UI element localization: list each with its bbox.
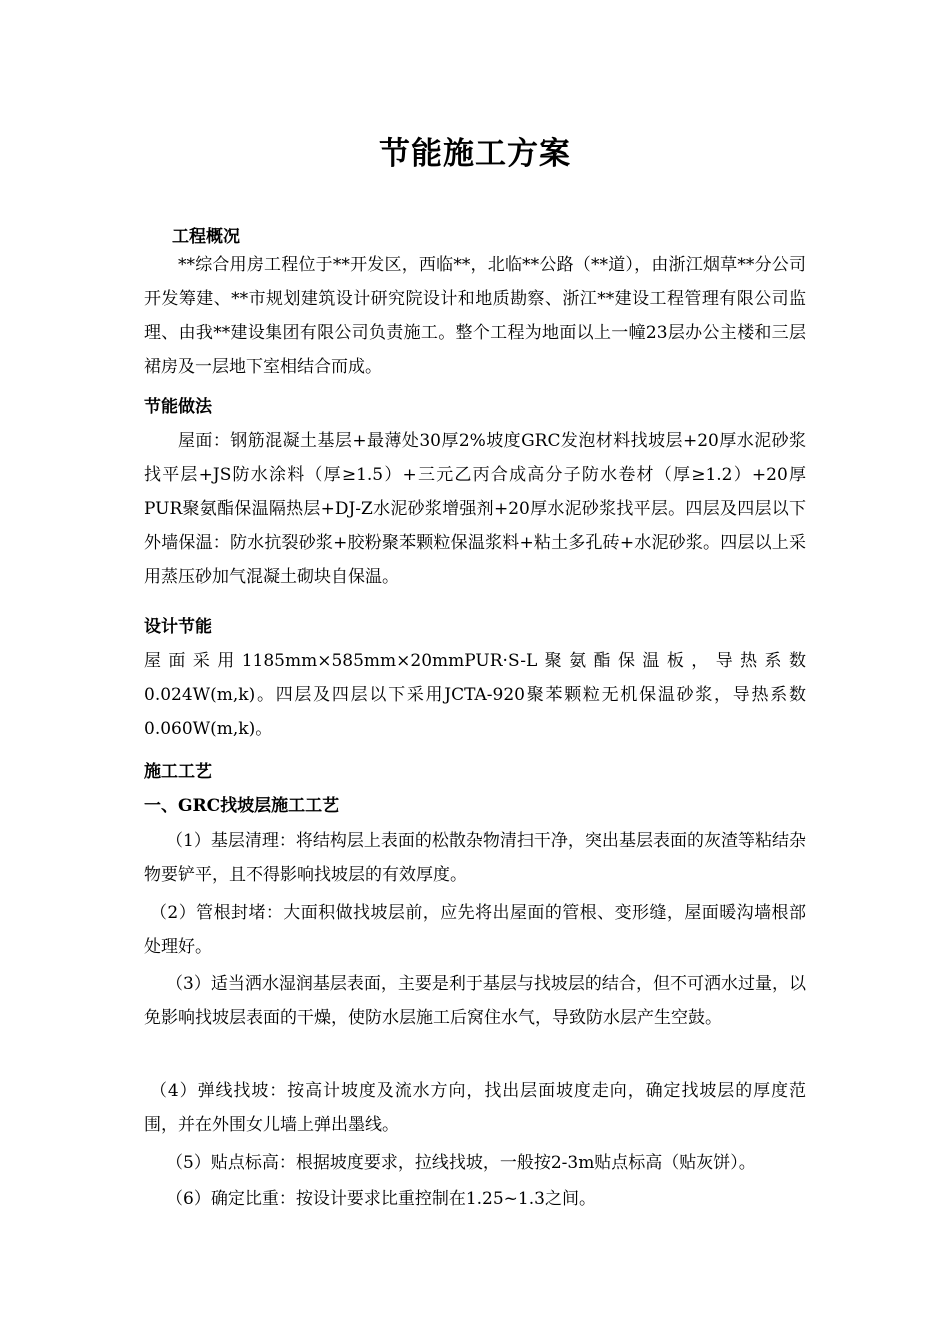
method-text: 屋面：钢筋混凝土基层+最薄处30厚2%坡度GRC发泡材料找坡层+20厚水泥砂浆找平层+JS防水涂料（厚≥1.5）+三元乙丙合成高分子防水卷材（厚≥1.2）+20厚PUR聚氨酯保温隔热层+DJ-Z水泥砂浆增强剂+20厚水泥砂浆找平层。四层及四层以下外墙保温：防水抗裂砂浆+胶粉聚苯颗粒保温浆料+粘土多孔砖+水泥砂浆。四层以上采用蒸压砂加气混凝土砌块自保温。 [144,431,806,587]
process-heading: 施工工艺 [144,762,212,782]
process-step-text: （4）弹线找坡：按高计坡度及流水方向，找出层面坡度走向，确定找坡层的厚度范围，并在外围女儿墙上弹出墨线。 [144,1081,806,1135]
overview-text: **综合用房工程位于**开发区，西临**，北临**公路（**道），由浙江烟草**分公司开发筹建、**市规划建筑设计研究院设计和地质勘察、浙江**建设工程管理有限公司监理、由我**建设集团有限公司负责施工。整个工程为地面以上一幢23层办公主楼和三层裙房及一层地下室相结合而成。 [144,255,806,377]
design-text: 屋面采用1185mm×585mm×20mmPUR·S-L聚氨酯保温板，导热系数0.024W(m,k)。四层及四层以下采用JCTA-920聚苯颗粒无机保温砂浆，导热系数0.060W(m,k)。 [144,651,806,739]
process-subheading-wrap [144,789,806,823]
process-heading-wrap [144,755,806,789]
method-heading: 节能做法 [144,397,212,417]
process-step-5 [144,1146,806,1180]
process-step-2 [144,896,806,964]
method-paragraph [144,424,806,594]
design-paragraph [144,644,806,746]
process-step-text: （6）确定比重：按设计要求比重控制在1.25~1.3之间。 [166,1189,596,1209]
process-subheading: 一、GRC找坡层施工工艺 [144,796,340,816]
process-step-6 [144,1182,806,1216]
process-step-1 [144,824,806,892]
overview-heading: 工程概况 [172,227,240,247]
document-title: 节能施工方案 [379,136,571,172]
design-heading: 设计节能 [144,617,212,637]
process-step-3 [144,967,806,1035]
process-step-text: （3）适当洒水湿润基层表面，主要是利于基层与找坡层的结合，但不可洒水过量，以免影响找坡层表面的干燥，使防水层施工后窝住水气，导致防水层产生空鼓。 [144,974,806,1028]
process-step-text: （5）贴点标高：根据坡度要求，拉线找坡，一般按2-3m贴点标高（贴灰饼）。 [166,1153,756,1173]
process-step-text: （2）管根封堵：大面积做找坡层前，应先将出屋面的管根、变形缝，屋面暖沟墙根部处理好。 [144,903,806,957]
design-heading-wrap [144,610,806,644]
method-heading-wrap [144,390,806,424]
process-step-4 [144,1074,806,1142]
overview-paragraph [144,248,806,384]
process-step-text: （1）基层清理：将结构层上表面的松散杂物清扫干净，突出基层表面的灰渣等粘结杂物要铲平，且不得影响找坡层的有效厚度。 [144,831,806,885]
